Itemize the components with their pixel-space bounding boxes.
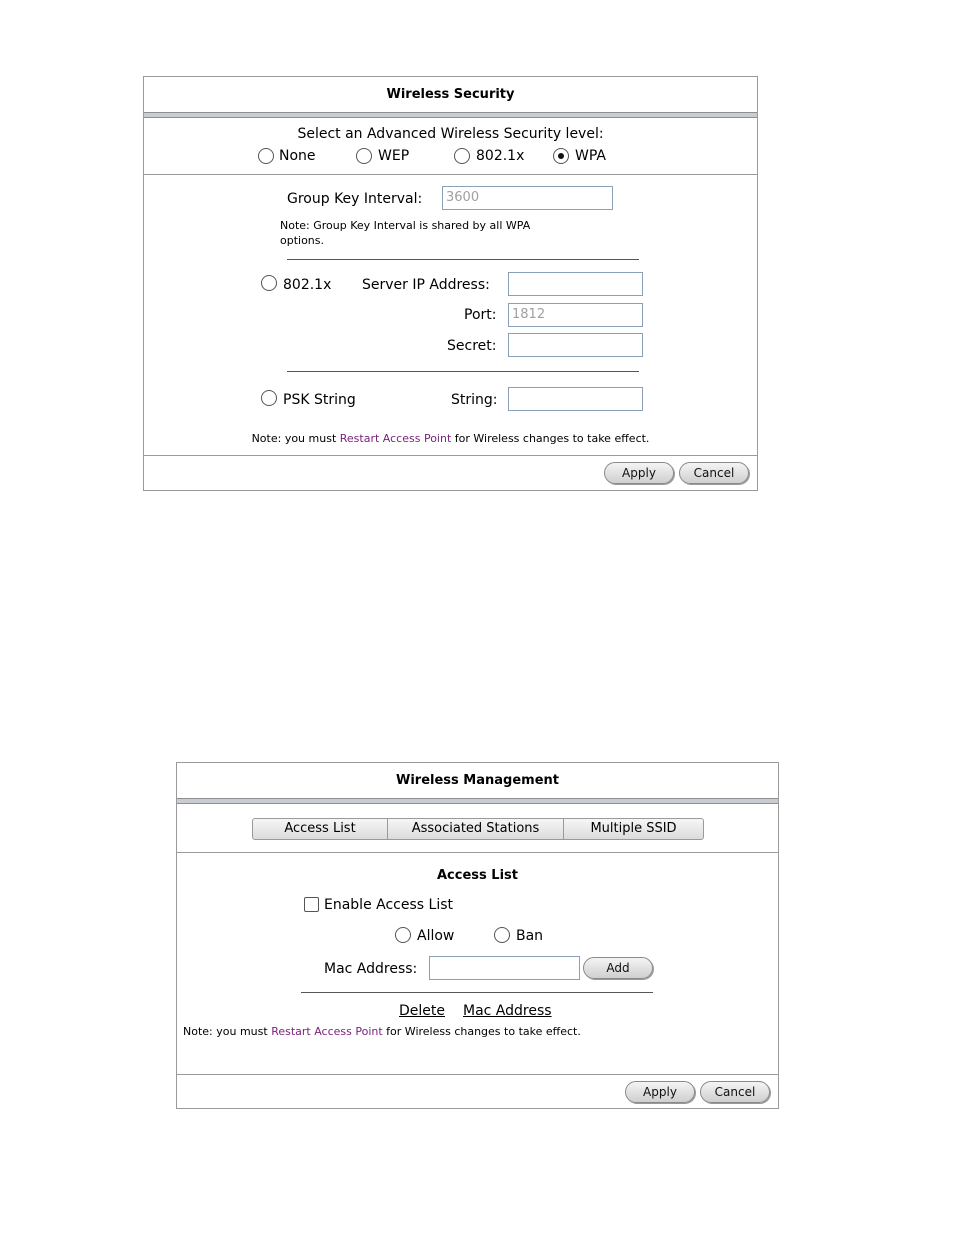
secret-input[interactable] [508,333,643,357]
security-level-prompt: Select an Advanced Wireless Security level: [297,126,604,142]
tab-access-list[interactable]: Access List [253,819,388,839]
restart-note [144,432,757,446]
mac-address-label: Mac Address: [324,961,418,977]
level-wpa-radio[interactable] [553,148,569,164]
cancel-button[interactable]: Cancel [700,1081,770,1103]
panel-title: Wireless Security [386,87,515,102]
management-tab-bar [252,818,704,840]
footer-divider [144,455,757,456]
secret-label: Secret: [447,338,497,354]
level-8021x-label: 802.1x [476,148,525,164]
level-wep-radio[interactable] [356,148,372,164]
title-separator [144,112,757,118]
list-divider [301,992,653,993]
restart-note-prefix: Note: you must [251,432,340,445]
mac-address-column-header: Mac Address [463,1003,552,1019]
group-key-label: Group Key Interval: [287,191,423,207]
psk-string-input[interactable] [508,387,643,411]
section-divider [177,852,778,853]
level-8021x-radio[interactable] [454,148,470,164]
radius-8021x-label: 802.1x [283,277,332,293]
allow-radio[interactable] [395,927,411,943]
wireless-management-panel [176,762,779,1109]
server-ip-input[interactable] [508,272,643,296]
apply-button[interactable]: Apply [604,462,674,484]
group-key-note-line2: options. [280,234,325,247]
radius-divider [287,371,639,372]
footer-divider [177,1074,778,1075]
psk-string-label: PSK String [283,392,356,408]
wireless-security-panel [143,76,758,491]
title-separator [177,798,778,804]
restart-access-point-link[interactable]: Restart Access Point [339,432,452,445]
panel-title: Wireless Management [396,773,559,788]
ban-label: Ban [516,928,544,944]
enable-access-list-label: Enable Access List [324,897,453,913]
restart-note [183,1025,581,1039]
psk-string-radio[interactable] [261,390,277,406]
add-button[interactable]: Add [583,957,653,979]
ban-radio[interactable] [494,927,510,943]
level-none-label: None [279,148,316,164]
group-key-interval-input[interactable]: 3600 [442,186,613,210]
cancel-button[interactable]: Cancel [679,462,749,484]
level-none-radio[interactable] [258,148,274,164]
tab-multiple-ssid[interactable]: Multiple SSID [590,821,677,836]
restart-note-suffix: for Wireless changes to take effect. [451,432,650,445]
delete-column-header: Delete [399,1003,445,1019]
allow-label: Allow [417,928,455,944]
level-wep-label: WEP [378,148,410,164]
restart-note-suffix: for Wireless changes to take effect. [382,1025,581,1038]
port-input[interactable]: 1812 [508,303,643,327]
group-divider [287,259,639,260]
access-list-heading: Access List [437,868,518,883]
radius-8021x-radio[interactable] [261,275,277,291]
mac-address-input[interactable] [429,956,580,980]
tab-associated-stations[interactable]: Associated Stations [388,819,564,839]
restart-access-point-link[interactable]: Restart Access Point [271,1025,383,1038]
section-divider [144,174,757,175]
apply-button[interactable]: Apply [625,1081,695,1103]
group-key-note-line1: Note: Group Key Interval is shared by all WPA [280,219,531,232]
server-ip-label: Server IP Address: [362,277,490,293]
port-label: Port: [464,307,497,323]
restart-note-prefix: Note: you must [183,1025,272,1038]
enable-access-list-checkbox[interactable] [304,897,319,912]
level-wpa-label: WPA [575,148,606,164]
string-label: String: [451,392,498,408]
